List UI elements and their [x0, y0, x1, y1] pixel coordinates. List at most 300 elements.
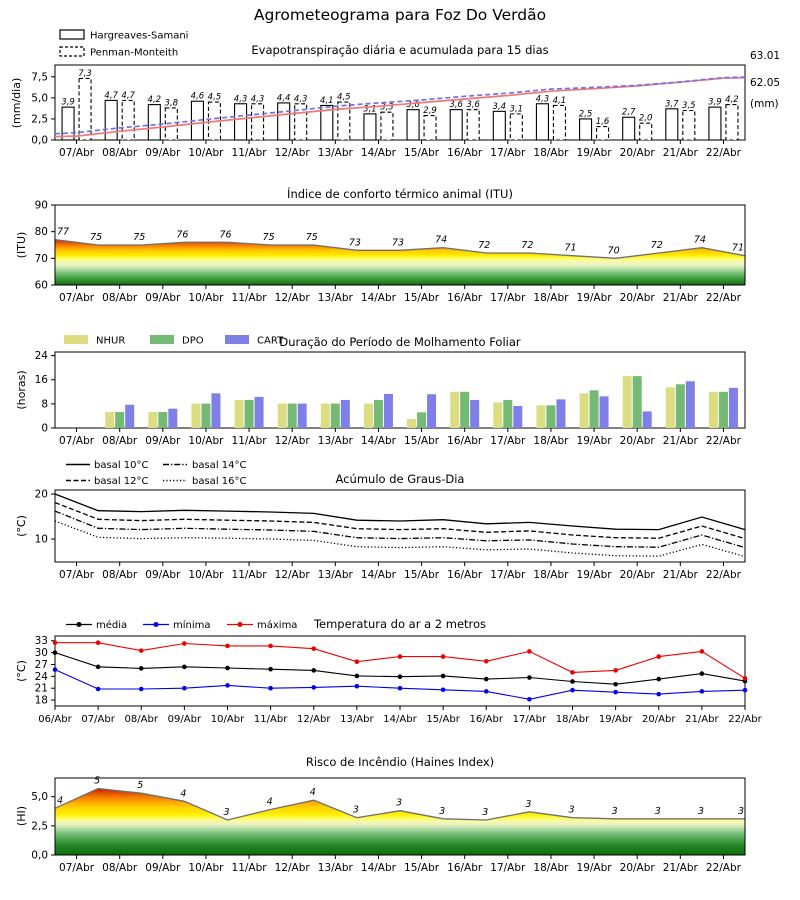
wetness-bar-cart	[513, 406, 522, 428]
x-tick-label: 22/Abr	[705, 147, 741, 159]
wetness-bar-dpo	[546, 405, 555, 428]
y-tick-label: 0	[41, 422, 48, 435]
x-tick-label: 16/Abr	[447, 862, 483, 874]
eto-bar-hs	[62, 107, 74, 140]
x-tick-label: 09/Abr	[145, 569, 181, 581]
wetness-bar-cart	[427, 394, 436, 428]
temp-marker-máxima	[139, 648, 144, 653]
eto-bar-label: 4,6	[190, 91, 205, 102]
legend-swatch	[64, 335, 88, 344]
haines-value-label: 3	[439, 805, 446, 817]
eto-bar-label: 4,7	[104, 90, 118, 101]
x-tick-label: 11/Abr	[231, 147, 267, 159]
wetness-bar-nhur	[148, 412, 157, 428]
temp-marker-mínima	[743, 688, 748, 693]
itu-value-label: 74	[693, 234, 706, 246]
wetness-bar-dpo	[115, 412, 124, 428]
wetness-bar-cart	[600, 396, 609, 428]
haines-value-label: 3	[697, 805, 704, 817]
eto-bar-label: 3,8	[164, 98, 179, 109]
legend-marker	[77, 622, 82, 627]
eto-bar-label: 3,9	[708, 97, 722, 108]
x-tick-label: 21/Abr	[662, 569, 698, 581]
temp-marker-máxima	[700, 649, 705, 654]
haines-value-label: 3	[223, 807, 230, 818]
y-tick-label: 60	[34, 279, 48, 292]
x-tick-label: 19/Abr	[576, 292, 612, 304]
wetness-bar-cart	[643, 411, 652, 428]
chart-title-graus: Acúmulo de Graus-Dia	[335, 472, 465, 486]
y-tick-label: 2,5	[31, 113, 48, 126]
x-tick-label: 07/Abr	[59, 862, 95, 874]
eto-bar-hs	[536, 104, 548, 140]
wetness-bar-cart	[341, 400, 350, 428]
temp-marker-média	[225, 666, 230, 671]
x-tick-label: 11/Abr	[231, 435, 267, 447]
x-tick-label: 17/Abr	[490, 147, 526, 159]
x-tick-label: 15/Abr	[426, 714, 460, 725]
temp-marker-máxima	[96, 640, 101, 645]
eto-bar-label: 2,9	[423, 106, 437, 117]
temp-marker-máxima	[268, 644, 273, 649]
plot-border	[55, 490, 745, 562]
wetness-bar-dpo	[590, 390, 599, 428]
eto-bar-label: 3,1	[509, 104, 524, 115]
eto-bar-hs	[580, 119, 592, 140]
legend-label: média	[96, 620, 128, 631]
eto-bar-label: 3,3	[380, 102, 394, 113]
x-tick-label: 22/Abr	[705, 862, 741, 874]
x-tick-label: 13/Abr	[317, 435, 353, 447]
x-tick-label: 14/Abr	[383, 714, 417, 725]
y-tick-label: 90	[34, 199, 48, 212]
molhamento-legend	[64, 335, 284, 347]
x-tick-label: 08/Abr	[102, 435, 138, 447]
eto-bar-label: 4,3	[535, 94, 550, 105]
legend-marker	[238, 622, 243, 627]
y-tick-label: 8	[41, 398, 48, 411]
eto-bar-pm	[252, 104, 264, 140]
wetness-bar-dpo	[374, 400, 383, 428]
x-tick-label: 08/Abr	[102, 292, 138, 304]
x-tick-label: 09/Abr	[145, 862, 181, 874]
x-tick-label: 12/Abr	[274, 862, 310, 874]
x-tick-label: 07/Abr	[59, 147, 95, 159]
temp-marker-mínima	[268, 686, 273, 691]
eto-bar-label: 3,6	[449, 100, 463, 111]
itu-value-label: 75	[133, 232, 146, 243]
x-tick-label: 16/Abr	[447, 435, 483, 447]
temp-marker-mínima	[96, 687, 101, 692]
wetness-bar-dpo	[331, 404, 340, 428]
x-tick-label: 22/Abr	[705, 569, 741, 581]
y-axis-label-itu: (ITU)	[15, 231, 28, 259]
temp-marker-mínima	[700, 689, 705, 694]
x-tick-label: 18/Abr	[533, 435, 569, 447]
eto-bar-label: 2,5	[578, 109, 593, 120]
haines-value-label: 5	[137, 780, 144, 792]
y-tick-label: 10	[34, 533, 48, 546]
y-axis-label-temperatura: (°C)	[15, 660, 28, 682]
x-tick-label: 21/Abr	[662, 435, 698, 447]
x-tick-label: 20/Abr	[619, 569, 655, 581]
temp-marker-mínima	[484, 689, 489, 694]
eto-bar-label: 3,5	[682, 101, 696, 112]
wetness-bar-dpo	[676, 384, 685, 428]
legend-swatch	[150, 335, 174, 344]
legend-swatch	[60, 47, 84, 56]
x-tick-label: 09/Abr	[145, 435, 181, 447]
cumulative-total-red: 63.01	[750, 50, 781, 62]
y-tick-label: 27	[34, 658, 48, 671]
temp-marker-média	[96, 665, 101, 670]
wetness-bar-nhur	[666, 387, 675, 428]
eto-bar-label: 1,6	[595, 117, 610, 128]
x-tick-label: 17/Abr	[490, 435, 526, 447]
temp-marker-máxima	[441, 654, 446, 659]
x-tick-label: 16/Abr	[469, 714, 503, 725]
eto-bar-pm	[640, 123, 652, 140]
chart-title-molhamento: Duração do Período de Molhamento Foliar	[279, 335, 521, 349]
x-tick-label: 17/Abr	[512, 714, 547, 725]
wetness-bar-cart	[211, 393, 220, 428]
temp-marker-mínima	[570, 688, 575, 693]
x-tick-label: 15/Abr	[404, 292, 440, 304]
x-tick-label: 09/Abr	[145, 292, 181, 304]
itu-value-label: 70	[607, 245, 620, 257]
x-tick-label: 13/Abr	[317, 569, 353, 581]
temp-marker-média	[484, 677, 489, 682]
legend-label: Hargreaves-Samani	[90, 30, 189, 42]
eto-bar-label: 4,2	[725, 95, 739, 106]
x-tick-label: 20/Abr	[619, 147, 655, 159]
haines-value-label: 3	[611, 805, 618, 817]
x-tick-label: 09/Abr	[167, 714, 202, 725]
haines-value-label: 3	[482, 807, 489, 818]
y-tick-label: 0,0	[31, 134, 48, 147]
x-tick-label: 11/Abr	[253, 714, 288, 725]
temp-marker-mínima	[311, 685, 316, 690]
temp-marker-máxima	[225, 644, 230, 649]
itu-value-label: 74	[435, 234, 448, 246]
temp-marker-média	[656, 677, 661, 682]
eto-bar-hs	[105, 100, 117, 140]
y-tick-label: 33	[34, 635, 48, 648]
x-tick-label: 07/Abr	[59, 435, 95, 447]
temp-marker-média	[53, 650, 58, 655]
x-tick-label: 07/Abr	[59, 569, 95, 581]
x-tick-label: 14/Abr	[360, 435, 396, 447]
y-tick-label: 24	[34, 670, 48, 683]
y-tick-label: 18	[34, 694, 48, 707]
y-tick-label: 2,5	[31, 820, 48, 833]
x-tick-label: 21/Abr	[662, 147, 698, 159]
legend-swatch	[60, 30, 84, 39]
x-tick-label: 10/Abr	[188, 862, 224, 874]
x-tick-label: 15/Abr	[404, 435, 440, 447]
legend-marker	[154, 622, 159, 627]
itu-value-label: 77	[57, 226, 70, 238]
wetness-bar-cart	[556, 399, 565, 428]
wetness-bar-dpo	[158, 412, 167, 428]
x-tick-label: 22/Abr	[705, 292, 741, 304]
y-axis-label-graus: (°C)	[15, 515, 28, 537]
eto-bar-hs	[235, 104, 247, 140]
temp-marker-mínima	[225, 683, 230, 688]
graus-legend	[66, 460, 246, 487]
graus-plot	[35, 489, 745, 581]
y-tick-label: 20	[34, 488, 48, 501]
itu-value-label: 71	[564, 242, 577, 254]
x-tick-label: 22/Abr	[728, 714, 762, 725]
chart-title-evapo: Evapotranspiração diária e acumulada para 15 dias	[251, 43, 549, 57]
eto-bar-label: 4,5	[207, 92, 222, 103]
wetness-bar-dpo	[719, 392, 728, 428]
wetness-bar-dpo	[503, 400, 512, 428]
temp-marker-média	[441, 674, 446, 679]
eto-bar-pm	[597, 127, 609, 140]
itu-value-label: 72	[650, 240, 663, 251]
eto-bar-pm	[381, 112, 393, 140]
evapo-legend	[60, 30, 188, 59]
temp-marker-média	[355, 674, 360, 679]
eto-bar-label: 4,4	[276, 93, 291, 104]
haines-value-label: 4	[266, 796, 273, 808]
y-tick-label: 5,0	[31, 791, 48, 804]
x-tick-label: 21/Abr	[662, 862, 698, 874]
x-tick-label: 19/Abr	[598, 714, 633, 725]
wetness-bar-nhur	[493, 402, 502, 428]
haines-value-label: 5	[94, 775, 101, 787]
eto-bar-hs	[709, 107, 721, 140]
x-tick-label: 18/Abr	[533, 147, 569, 159]
temperatura-legend	[66, 619, 297, 631]
itu-plot	[35, 200, 745, 305]
temp-marker-máxima	[484, 659, 489, 664]
haines-value-label: 4	[309, 787, 316, 799]
wetness-bar-nhur	[364, 404, 373, 428]
temp-marker-média	[613, 682, 618, 687]
x-tick-label: 17/Abr	[490, 862, 526, 874]
eto-bar-label: 7,3	[78, 68, 92, 79]
itu-value-label: 72	[521, 240, 534, 251]
wetness-bar-nhur	[450, 392, 459, 428]
x-tick-label: 20/Abr	[619, 435, 655, 447]
itu-value-label: 75	[90, 232, 103, 243]
eto-bar-hs	[364, 114, 376, 140]
x-tick-label: 19/Abr	[576, 862, 612, 874]
x-tick-label: 17/Abr	[490, 292, 526, 304]
temp-marker-máxima	[355, 659, 360, 664]
eto-bar-hs	[450, 110, 462, 140]
evapotranspiration-chart	[0, 26, 800, 160]
x-tick-label: 08/Abr	[124, 714, 158, 725]
wetness-bar-nhur	[623, 376, 632, 428]
eto-bar-hs	[407, 110, 419, 140]
temp-marker-média	[570, 679, 575, 684]
x-tick-label: 14/Abr	[360, 569, 396, 581]
molhamento-plot	[35, 350, 745, 447]
wetness-bar-cart	[125, 405, 134, 428]
wetness-bar-nhur	[580, 393, 589, 428]
x-tick-label: 08/Abr	[102, 569, 138, 581]
legend-label: CART	[257, 335, 284, 347]
x-tick-label: 11/Abr	[231, 862, 267, 874]
x-tick-label: 06/Abr	[38, 714, 72, 725]
legend-label: máxima	[257, 620, 298, 631]
temp-marker-máxima	[527, 649, 532, 654]
temp-marker-média	[268, 667, 273, 672]
temp-marker-média	[311, 668, 316, 673]
haines-value-label: 4	[180, 788, 187, 800]
wetness-bar-dpo	[417, 412, 426, 428]
cumulative-unit-label: (mm)	[750, 98, 779, 110]
itu-value-label: 76	[176, 229, 189, 241]
x-tick-label: 16/Abr	[447, 569, 483, 581]
x-tick-label: 16/Abr	[447, 147, 483, 159]
wetness-bar-cart	[298, 404, 307, 428]
legend-label: basal 14°C	[192, 460, 247, 471]
x-tick-label: 21/Abr	[685, 714, 719, 725]
itu-value-label: 73	[391, 237, 405, 249]
x-tick-label: 19/Abr	[576, 147, 612, 159]
x-tick-label: 10/Abr	[210, 714, 245, 725]
haines-value-label: 3	[568, 804, 575, 816]
x-tick-label: 12/Abr	[297, 714, 331, 725]
legend-label: basal 10°C	[94, 460, 149, 471]
wetness-bar-dpo	[633, 376, 642, 428]
temp-marker-máxima	[311, 646, 316, 651]
haines-value-label: 3	[737, 805, 744, 817]
haines-chart	[0, 752, 800, 874]
wetness-bar-nhur	[709, 392, 718, 428]
temp-marker-média	[182, 665, 187, 670]
eto-bar-pm	[510, 114, 522, 140]
y-tick-label: 7,5	[31, 71, 48, 84]
y-tick-label: 70	[34, 252, 48, 265]
wetness-bar-nhur	[536, 405, 545, 428]
temp-marker-mínima	[613, 690, 618, 695]
legend-swatch	[225, 335, 249, 344]
y-tick-label: 30	[34, 647, 48, 660]
x-tick-label: 18/Abr	[533, 862, 569, 874]
cumulative-total-blue: 62.05	[750, 77, 781, 89]
x-tick-label: 12/Abr	[274, 435, 310, 447]
temperatura-plot	[35, 635, 763, 725]
wetness-bar-nhur	[321, 404, 330, 428]
temp-marker-mínima	[527, 697, 532, 702]
temp-line-mínima	[55, 670, 745, 700]
eto-bar-label: 3,6	[466, 100, 480, 111]
eto-bar-pm	[726, 105, 738, 140]
eto-bar-label: 3,1	[363, 104, 377, 115]
x-tick-label: 18/Abr	[533, 569, 569, 581]
x-tick-label: 17/Abr	[490, 569, 526, 581]
eto-bar-label: 3,9	[61, 97, 75, 108]
eto-bar-label: 4,3	[233, 94, 248, 105]
eto-bar-pm	[683, 111, 695, 140]
eto-bar-label: 3,6	[406, 100, 420, 111]
temp-marker-máxima	[398, 654, 403, 659]
haines-value-label: 3	[525, 798, 532, 810]
y-tick-label: 16	[34, 374, 48, 387]
eto-bar-label: 4,1	[320, 95, 334, 106]
y-tick-label: 24	[34, 350, 48, 363]
legend-label: NHUR	[96, 335, 126, 347]
temp-line-máxima	[55, 643, 745, 679]
x-tick-label: 08/Abr	[102, 862, 138, 874]
chart-title-haines: Risco de Incêndio (Haines Index)	[305, 755, 495, 769]
x-tick-label: 13/Abr	[340, 714, 374, 725]
temp-marker-máxima	[743, 676, 748, 681]
haines-value-label: 3	[395, 797, 403, 809]
itu-value-label: 73	[348, 237, 361, 249]
haines-value-label: 3	[654, 805, 661, 817]
itu-value-label: 75	[305, 232, 318, 243]
molhamento-chart	[0, 330, 800, 448]
haines-value-label: 3	[352, 804, 359, 816]
evapo-plot	[31, 65, 745, 159]
plot-border	[55, 636, 745, 706]
y-axis-label-evapo: (mm/dia)	[10, 77, 23, 129]
temp-marker-média	[139, 666, 144, 671]
x-tick-label: 10/Abr	[188, 569, 224, 581]
x-tick-label: 14/Abr	[360, 292, 396, 304]
x-tick-label: 13/Abr	[317, 862, 353, 874]
x-tick-label: 18/Abr	[555, 714, 590, 725]
temp-marker-média	[527, 675, 532, 680]
wetness-bar-nhur	[105, 412, 114, 428]
graus-dia-chart	[0, 452, 800, 582]
temp-marker-mínima	[139, 687, 144, 692]
temp-marker-mínima	[656, 692, 661, 697]
x-tick-label: 15/Abr	[404, 147, 440, 159]
x-tick-label: 07/Abr	[59, 292, 95, 304]
temp-marker-máxima	[613, 668, 618, 673]
chart-title-itu: Índice de conforto térmico animal (ITU)	[287, 187, 513, 201]
wetness-bar-dpo	[288, 404, 297, 428]
x-tick-label: 16/Abr	[447, 292, 483, 304]
wetness-bar-nhur	[191, 404, 200, 428]
y-tick-label: 21	[34, 682, 48, 695]
x-tick-label: 19/Abr	[576, 435, 612, 447]
itu-chart	[0, 186, 800, 306]
x-tick-label: 18/Abr	[533, 292, 569, 304]
eto-bar-label: 4,7	[121, 90, 135, 101]
itu-value-label: 71	[731, 242, 744, 254]
wetness-bar-cart	[470, 400, 479, 428]
x-tick-label: 11/Abr	[231, 292, 267, 304]
eto-bar-label: 3,7	[665, 99, 679, 110]
x-tick-label: 10/Abr	[188, 147, 224, 159]
temp-marker-média	[700, 671, 705, 676]
eto-bar-label: 4,3	[250, 94, 265, 105]
wetness-bar-dpo	[460, 392, 469, 428]
page-title: Agrometeograma para Foz Do Verdão	[253, 6, 547, 24]
temp-marker-máxima	[53, 640, 58, 645]
y-axis-label-haines: (HI)	[15, 805, 28, 827]
wetness-bar-cart	[686, 381, 695, 428]
chart-title-temperatura: Temperatura do ar a 2 metros	[313, 617, 487, 631]
y-tick-label: 0,0	[31, 849, 48, 862]
itu-value-label: 72	[478, 240, 491, 251]
x-tick-label: 12/Abr	[274, 147, 310, 159]
haines-value-label: 4	[57, 795, 64, 807]
x-tick-label: 22/Abr	[705, 435, 741, 447]
eto-bar-hs	[493, 111, 505, 140]
x-tick-label: 07/Abr	[81, 714, 115, 725]
temp-marker-mínima	[441, 687, 446, 692]
